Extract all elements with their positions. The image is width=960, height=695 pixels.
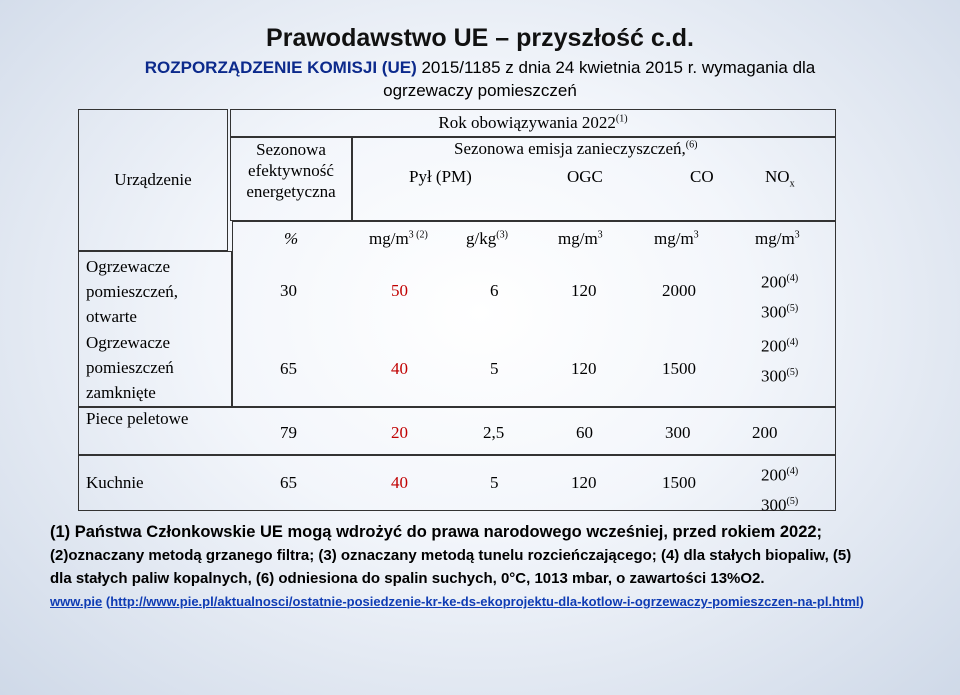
source-link: www.pie (http://www.pie.pl/aktualnosci/ostatnie-posiedzenie-kr-ke-ds-ekoprojektu-dla-kotlow-i-ogrzewaczy-pomieszczen-na-pl.html) (50, 594, 864, 609)
efficiency-header: Sezonowa efektywność energetyczna (246, 140, 336, 201)
row2-co: 1500 (662, 359, 696, 378)
row4-pm-gkg: 5 (490, 473, 499, 492)
nox-column-header: $NO_x$ (765, 167, 795, 190)
row1-nox: 200$^{(4)}$ 300$^{(5)}$ (761, 272, 799, 322)
kuchnie-row-cell (78, 455, 836, 511)
row4-ogc: 120 (571, 473, 597, 492)
row1-efficiency: 30 (280, 281, 297, 300)
row2-efficiency: 65 (280, 359, 297, 378)
unit-pm: $mg/m^{3 (2)}$ (369, 229, 428, 248)
slide-title: Prawodawstwo UE – przyszłość c.d. (266, 24, 694, 52)
row1-pm: 50 (391, 281, 408, 300)
row4-nox: 200$^{(4)}$ 300$^{(5)}$ (761, 465, 799, 515)
piece-peletowe-row-cell (78, 407, 836, 455)
source-link-short[interactable]: www.pie (50, 594, 103, 609)
device-label-open: Ogrzewacze pomieszczeń, otwarte (86, 257, 179, 326)
row1-co: 2000 (662, 281, 696, 300)
unit-co: $mg/m^3$ (654, 229, 699, 248)
unit-nox: $mg/m^3$ (755, 229, 800, 248)
data-area-cell (232, 221, 836, 407)
row3-pm-gkg: 2,5 (483, 423, 505, 442)
row1-ogc: 120 (571, 281, 597, 300)
footnotes (50, 521, 950, 590)
regulation-date: 2015/1185 z dnia 24 kwietnia 2015 r. wymagania dla (421, 58, 816, 77)
emission-header: Sezonowa emisja zanieczyszczeń,$^{(6)}$ (454, 139, 698, 158)
regulation-subtitle (0, 58, 960, 78)
row3-co: 300 (665, 423, 691, 442)
row4-pm: 40 (391, 473, 408, 492)
row1-pm-gkg: 6 (490, 281, 499, 300)
year-header: Rok obowiązywania 2022$^{(1)}$ (438, 113, 628, 132)
ogc-column-header: OGC (567, 167, 603, 186)
pm-column-header: Pył (PM) (409, 167, 472, 186)
row3-nox: 200 (752, 423, 778, 442)
row3-efficiency: 79 (280, 423, 297, 442)
row3-pm: 20 (391, 423, 408, 442)
row4-co: 1500 (662, 473, 696, 492)
row2-pm-gkg: 5 (490, 359, 499, 378)
source-link-url[interactable]: http://www.pie.pl/aktualnosci/ostatnie-posiedzenie-kr-ke-ds-ekoprojektu-dla-kotlow-i-ogrzewaczy-pomieszczen-na-pl.html (110, 594, 860, 609)
co-column-header: CO (690, 167, 714, 186)
row4-efficiency: 65 (280, 473, 297, 492)
row2-pm: 40 (391, 359, 408, 378)
unit-ogc: $mg/m^3$ (558, 229, 603, 248)
footnote-1: (1) Państwa Członkowskie UE mogą wdrożyć do prawa narodowego wcześniej, przed rokiem 2022; (50, 523, 823, 541)
regulation-name: ROZPORZĄDZENIE KOMISJI (UE) (144, 58, 417, 77)
device-label-kitchen: Kuchnie (86, 473, 144, 492)
device-label-pellet: Piece peletowe (86, 409, 189, 428)
device-label-closed: Ogrzewacze pomieszczeń zamknięte (86, 333, 174, 402)
row2-nox: 200$^{(4)}$ 300$^{(5)}$ (761, 336, 799, 386)
row3-ogc: 60 (576, 423, 593, 442)
device-column-header: Urządzenie (114, 170, 192, 189)
footnote-2: (2)oznaczany metodą grzanego filtra; (3) oznaczany metodą tunelu rozcieńczającego; (4) dla stałych biopaliw, (5) (50, 547, 852, 564)
unit-gkg: $g/kg^{(3)}$ (466, 229, 508, 248)
row2-ogc: 120 (571, 359, 597, 378)
footnote-3: dla stałych paliw kopalnych, (6) odniesiona do spalin suchych, 0°C, 1013 mbar, o zawartości 13%O2. (50, 570, 765, 587)
unit-percent: % (284, 229, 299, 248)
regulation-subtitle-line2: ogrzewaczy pomieszczeń (383, 81, 577, 100)
